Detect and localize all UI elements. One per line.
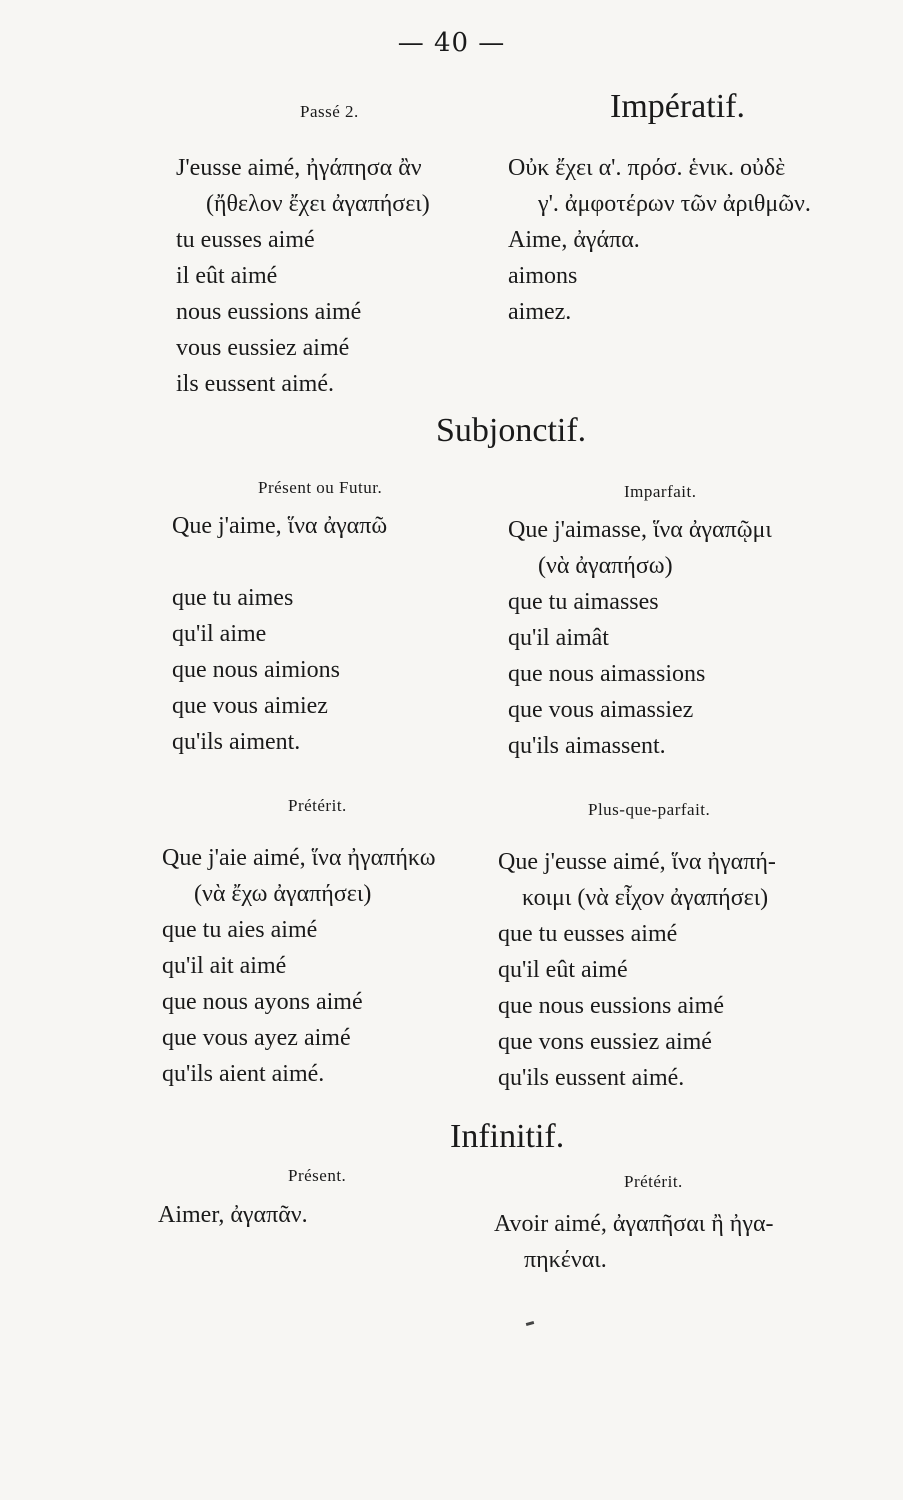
present-ou-futur-heading: Présent ou Futur.: [258, 478, 383, 497]
text-line: que tu aimes: [172, 585, 294, 611]
imparfait-block: [508, 512, 772, 764]
text-line: Aime, ἀγάπα.: [508, 227, 640, 253]
text-line: qu'ils eussent aimé.: [498, 1065, 685, 1091]
text-line: [172, 544, 387, 580]
text-line: (νὰ ἀγαπήσω): [538, 553, 673, 579]
preterit-block: [162, 840, 436, 1092]
text-line: que nous eussions aimé: [498, 993, 724, 1019]
text-line: qu'ils aiment.: [172, 729, 301, 755]
text-line: qu'il eût aimé: [498, 957, 628, 983]
text-line: que vons eussiez aimé: [498, 1029, 712, 1055]
infinitif-present-heading: Présent.: [288, 1166, 347, 1185]
infinitif-preterit-heading: Prétérit.: [624, 1172, 683, 1191]
text-line: aimez.: [508, 299, 572, 325]
passe-2-heading: Passé 2.: [300, 102, 359, 121]
text-line: (νὰ ἔχω ἀγαπήσει): [194, 881, 372, 907]
text-line: Que j'eusse aimé, ἵνα ἠγαπή-: [498, 849, 776, 875]
text-line: nous eussions aimé: [176, 299, 362, 325]
text-line: qu'il aime: [172, 621, 267, 647]
text-line: πηκέναι.: [524, 1247, 607, 1273]
text-line: Avoir aimé, ἀγαπῆσαι ἢ ἠγα-: [494, 1211, 774, 1237]
infinitif-preterit-block: [494, 1206, 774, 1278]
text-line: que vous ayez aimé: [162, 1025, 351, 1051]
preterit-heading: Prétérit.: [288, 796, 347, 815]
text-line: γ'. ἀμφοτέρων τῶν ἀριθμῶν.: [538, 191, 811, 217]
text-line: Que j'aie aimé, ἵνα ἠγαπήκω: [162, 845, 436, 871]
text-line: (ἤθελον ἔχει ἀγαπήσει): [206, 191, 430, 217]
page-number: — 40 —: [397, 28, 506, 58]
imperatif-heading: Impératif.: [610, 88, 745, 125]
text-line: Οὐκ ἔχει α'. πρόσ. ἑνικ. οὐδὲ: [508, 155, 786, 181]
text-line: Que j'aime, ἵνα ἀγαπῶ: [172, 513, 388, 539]
text-line: que tu eusses aimé: [498, 921, 678, 947]
text-line: que nous aimions: [172, 657, 340, 683]
text-line: que nous aimassions: [508, 661, 706, 687]
plus-que-parfait-block: [498, 844, 776, 1096]
imperatif-block: [508, 150, 811, 330]
passe-2-block: [176, 150, 430, 402]
text-line: que tu aimasses: [508, 589, 659, 615]
text-line: Que j'aimasse, ἵνα ἀγαπῷμι: [508, 517, 772, 543]
present-block: [172, 508, 387, 760]
text-line: que vous aimassiez: [508, 697, 694, 723]
text-line: qu'ils aimassent.: [508, 733, 666, 759]
text-line: il eût aimé: [176, 263, 278, 289]
text-line: tu eusses aimé: [176, 227, 315, 253]
text-line: que nous ayons aimé: [162, 989, 363, 1015]
text-line: κοιμι (νὰ εἶχον ἀγαπήσει): [522, 885, 769, 911]
text-line: vous eussiez aimé: [176, 335, 350, 361]
text-line: qu'il ait aimé: [162, 953, 287, 979]
text-line: qu'ils aient aimé.: [162, 1061, 325, 1087]
infinitif-heading: Infinitif.: [450, 1118, 565, 1155]
text-line: qu'il aimât: [508, 625, 609, 651]
infinitif-present-line: Aimer, ἀγαπᾶν.: [158, 1202, 308, 1228]
text-line: J'eusse aimé, ἠγάπησα ἂν: [176, 155, 422, 181]
subjonctif-heading: Subjonctif.: [436, 412, 587, 449]
text-line: que vous aimiez: [172, 693, 328, 719]
text-line: ils eussent aimé.: [176, 371, 334, 397]
ink-mark: [526, 1321, 535, 1326]
plus-que-parfait-heading: Plus-que-parfait.: [588, 800, 711, 819]
imparfait-heading: Imparfait.: [624, 482, 697, 501]
text-line: que tu aies aimé: [162, 917, 318, 943]
text-line: aimons: [508, 263, 578, 289]
